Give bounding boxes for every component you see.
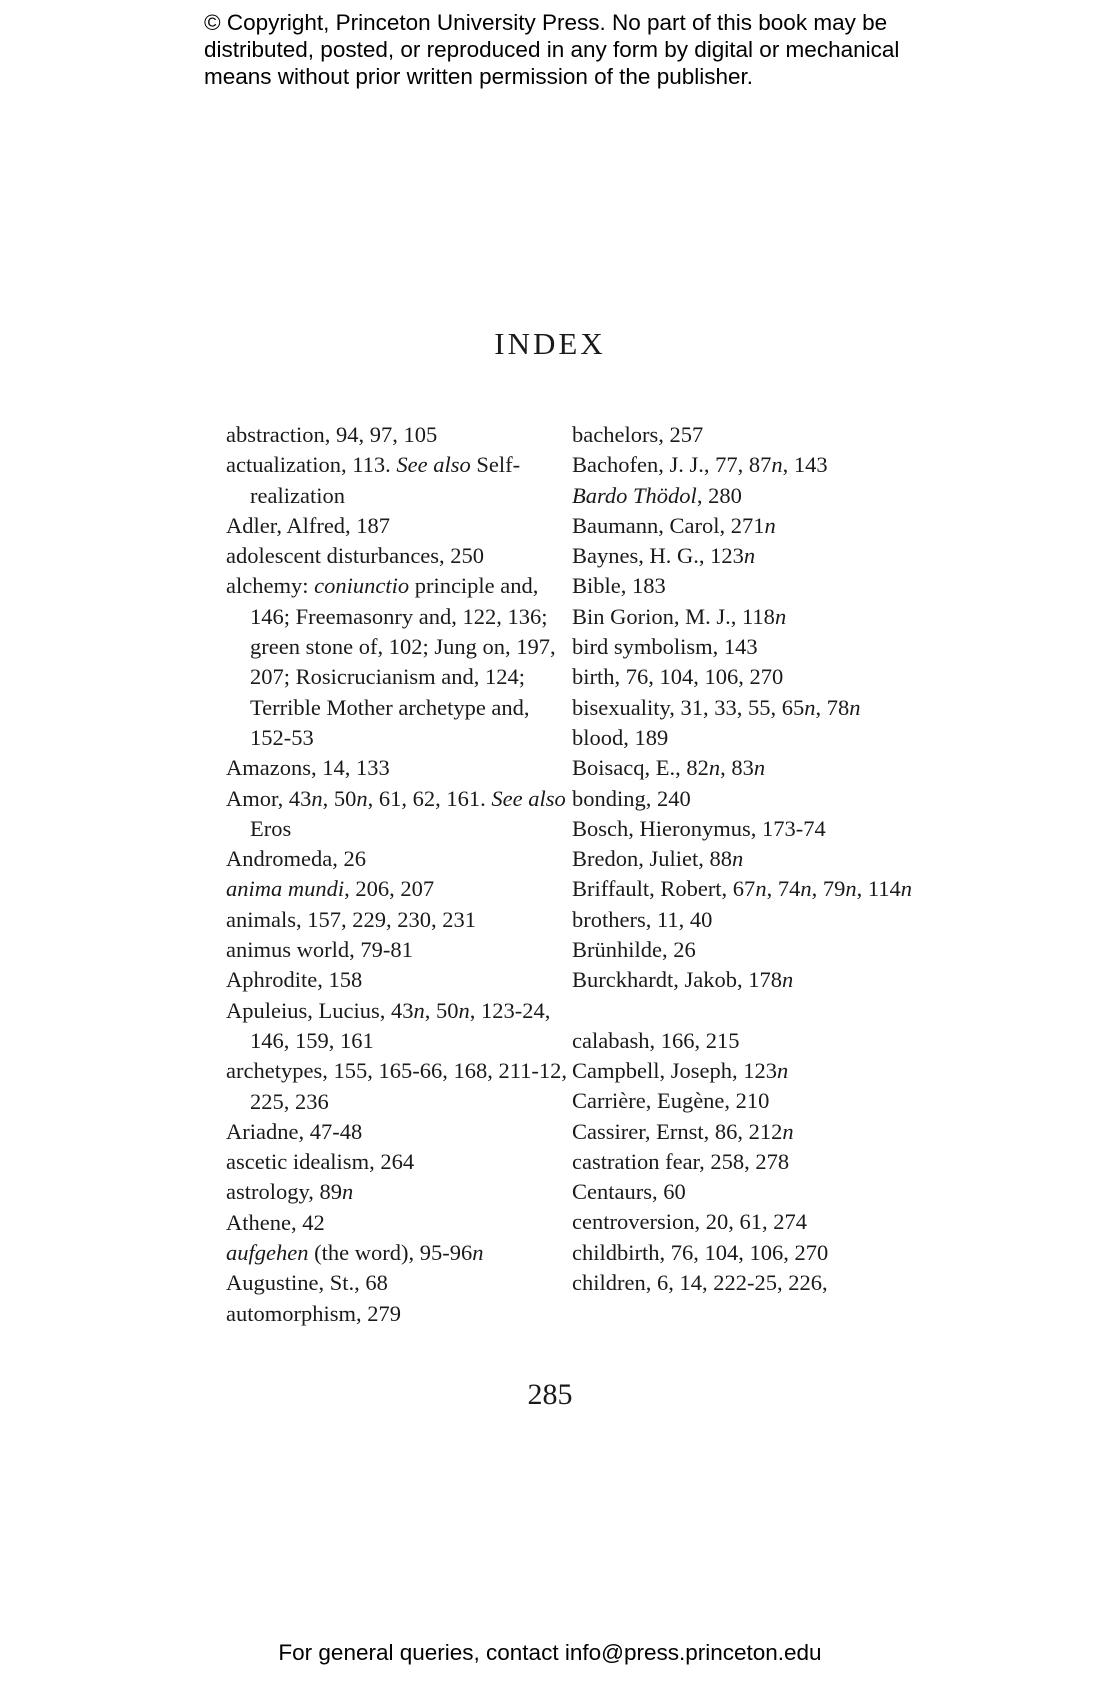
index-entry: Amor, 43n, 50n, 61, 62, 161. See also Eros bbox=[226, 785, 566, 841]
index-entry: centroversion, 20, 61, 274 bbox=[572, 1209, 807, 1235]
index-entry: Cassirer, Ernst, 86, 212n bbox=[572, 1118, 794, 1144]
index-entry: archetypes, 155, 165-66, 168, 211-12, 225, 236 bbox=[226, 1058, 567, 1114]
index-entry: Campbell, Joseph, 123n bbox=[572, 1057, 789, 1083]
index-entry: bachelors, 257 bbox=[572, 422, 704, 447]
index-entry: bisexuality, 31, 33, 55, 65n, 78n bbox=[572, 694, 861, 720]
page-title: INDEX bbox=[494, 325, 606, 361]
index-column-left bbox=[226, 420, 576, 1329]
index-entry: Bible, 183 bbox=[572, 573, 666, 599]
page-number: 285 bbox=[527, 1378, 573, 1411]
index-entry: alchemy: coniunctio principle and, 146; Freemasonry and, 122, 136; green stone of, 102; Jung on, 197, 207; Rosicrucianism and, 124; Terrible Mother archetype and, 152-53 bbox=[226, 573, 556, 750]
index-entry: Apuleius, Lucius, 43n, 50n, 123-24, 146, 159, 161 bbox=[226, 997, 551, 1053]
index-entry: animals, 157, 229, 230, 231 bbox=[226, 906, 476, 932]
index-entry: Brünhilde, 26 bbox=[572, 937, 696, 963]
index-entry: calabash, 166, 215 bbox=[572, 1027, 740, 1053]
index-entry: animus world, 79-81 bbox=[226, 937, 413, 963]
index-entry: astrology, 89n bbox=[226, 1179, 354, 1205]
copyright-notice: © Copyright, Princeton University Press. No part of this book may be distributed, posted, or reproduced in any form by digital or mechanical means without prior written permission of the publisher. bbox=[204, 10, 900, 89]
index-entry: bonding, 240 bbox=[572, 785, 691, 811]
index-entry: Bardo Thödol, 280 bbox=[572, 482, 742, 508]
index-entry: Carrière, Eugène, 210 bbox=[572, 1088, 770, 1114]
index-entry: Briffault, Robert, 67n, 74n, 79n, 114n bbox=[572, 876, 912, 902]
index-entry: aufgehen (the word), 95-96n bbox=[226, 1240, 484, 1266]
index-column-right bbox=[572, 420, 922, 1298]
footer-contact: For general queries, contact info@press.princeton.edu bbox=[278, 1640, 822, 1665]
index-entry: castration fear, 258, 278 bbox=[572, 1148, 790, 1174]
index-entry: Aphrodite, 158 bbox=[226, 967, 363, 993]
index-entry: Bosch, Hieronymus, 173-74 bbox=[572, 815, 826, 841]
index-entry: abstraction, 94, 97, 105 bbox=[226, 422, 438, 447]
index-entry: automorphism, 279 bbox=[226, 1300, 401, 1326]
index-entry: Bredon, Juliet, 88n bbox=[572, 846, 744, 872]
index-entry: Augustine, St., 68 bbox=[226, 1270, 388, 1296]
index-entry: Burckhardt, Jakob, 178n bbox=[572, 967, 794, 993]
index-entry: blood, 189 bbox=[572, 724, 669, 750]
index-entry: Andromeda, 26 bbox=[226, 846, 366, 872]
index-entry: Bin Gorion, M. J., 118n bbox=[572, 603, 787, 629]
index-entry: adolescent disturbances, 250 bbox=[226, 543, 485, 569]
index-entry: childbirth, 76, 104, 106, 270 bbox=[572, 1239, 829, 1265]
index-entry: anima mundi, 206, 207 bbox=[226, 876, 435, 902]
index-entry: birth, 76, 104, 106, 270 bbox=[572, 664, 784, 690]
index-entry: brothers, 11, 40 bbox=[572, 906, 713, 932]
index-entry: Ariadne, 47-48 bbox=[226, 1118, 363, 1144]
index-entry: Centaurs, 60 bbox=[572, 1179, 686, 1205]
index-entry: Athene, 42 bbox=[226, 1209, 325, 1235]
index-entry: bird symbolism, 143 bbox=[572, 634, 758, 660]
index-entry: Adler, Alfred, 187 bbox=[226, 512, 391, 538]
index-entry: ascetic idealism, 264 bbox=[226, 1149, 415, 1175]
index-entry: children, 6, 14, 222-25, 226, bbox=[572, 1270, 828, 1296]
index-entry: Baynes, H. G., 123n bbox=[572, 543, 756, 569]
index-entry: Baumann, Carol, 271n bbox=[572, 512, 776, 538]
index-entry: Bachofen, J. J., 77, 87n, 143 bbox=[572, 452, 828, 478]
index-entry: actualization, 113. See also Self-realization bbox=[226, 452, 521, 508]
index-entry: Boisacq, E., 82n, 83n bbox=[572, 755, 766, 781]
index-entry: Amazons, 14, 133 bbox=[226, 755, 390, 781]
